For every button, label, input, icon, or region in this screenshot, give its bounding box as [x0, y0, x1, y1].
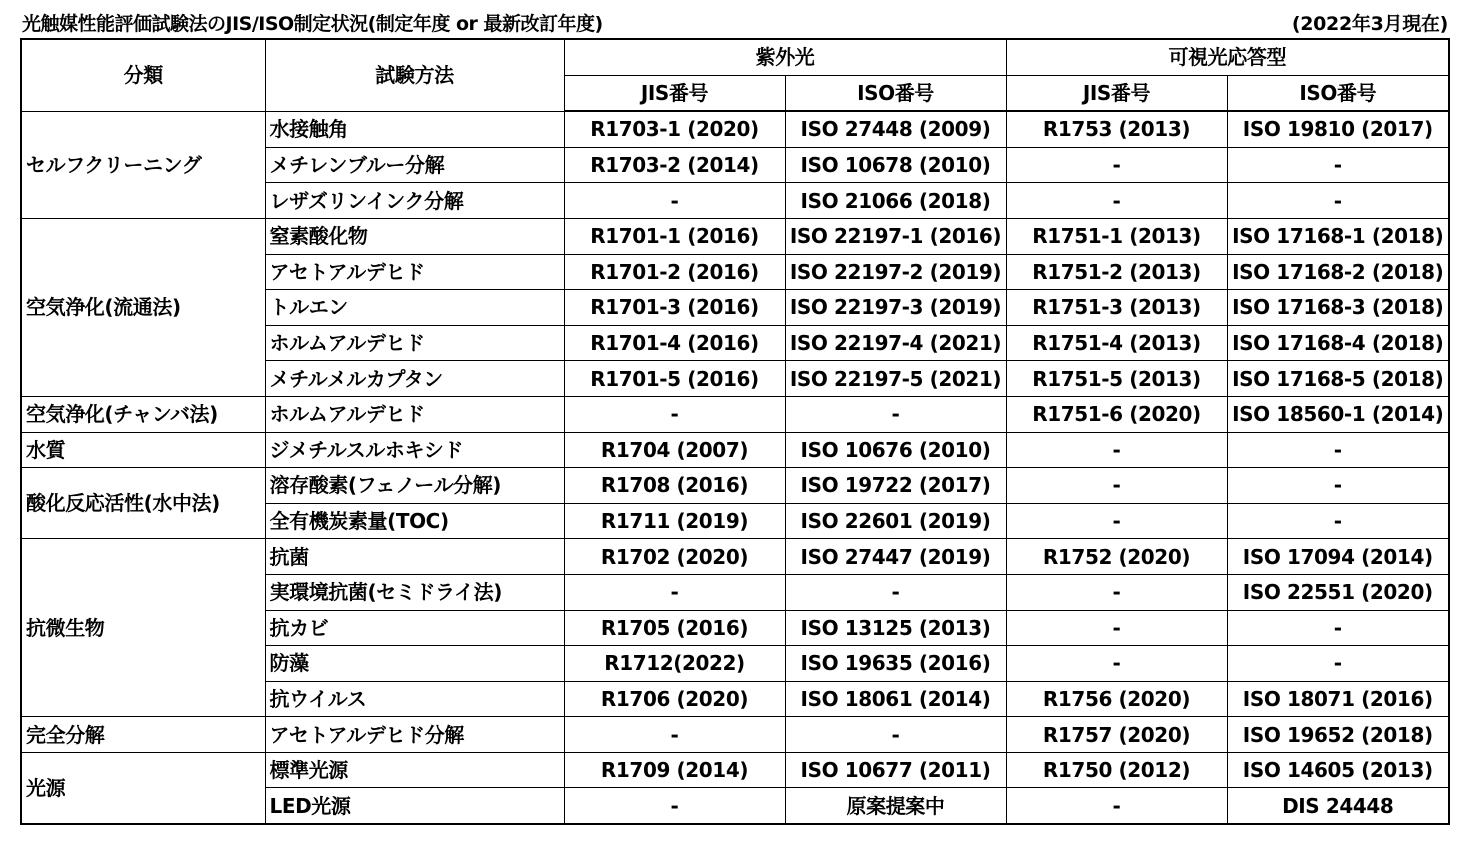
vis-iso-cell: ISO 17094 (2014)	[1227, 539, 1449, 575]
header-row-groups	[21, 39, 1449, 75]
method-cell: ホルムアルデヒド	[265, 325, 564, 361]
uv-jis-cell: R1701-5 (2016)	[564, 361, 785, 397]
method-cell: 抗カビ	[265, 610, 564, 646]
vis-iso-cell: DIS 24448	[1227, 788, 1449, 824]
vis-jis-cell: -	[1006, 183, 1227, 219]
vis-iso-cell: ISO 19810 (2017)	[1227, 111, 1449, 147]
uv-iso-cell: ISO 22197-3 (2019)	[785, 290, 1006, 326]
uv-jis-cell: -	[564, 183, 785, 219]
vis-iso-cell: ISO 17168-2 (2018)	[1227, 254, 1449, 290]
uv-iso-cell: -	[785, 574, 1006, 610]
vis-jis-cell: R1750 (2012)	[1006, 752, 1227, 788]
header-uv-jis: JIS番号	[564, 75, 785, 111]
category-cell: セルフクリーニング	[21, 111, 265, 218]
vis-jis-cell: R1757 (2020)	[1006, 717, 1227, 753]
table-row	[21, 396, 1449, 432]
vis-jis-cell: R1751-4 (2013)	[1006, 325, 1227, 361]
uv-jis-cell: R1705 (2016)	[564, 610, 785, 646]
uv-jis-cell: R1711 (2019)	[564, 503, 785, 539]
category-cell: 完全分解	[21, 717, 265, 753]
uv-iso-cell: ISO 21066 (2018)	[785, 183, 1006, 219]
method-cell: メチレンブルー分解	[265, 147, 564, 183]
uv-jis-cell: R1701-1 (2016)	[564, 218, 785, 254]
uv-iso-cell: ISO 19722 (2017)	[785, 468, 1006, 504]
method-cell: 溶存酸素(フェノール分解)	[265, 468, 564, 504]
vis-jis-cell: -	[1006, 610, 1227, 646]
header-uv-group: 紫外光	[564, 39, 1006, 75]
table-row	[21, 218, 1449, 254]
vis-jis-cell: R1751-1 (2013)	[1006, 218, 1227, 254]
vis-iso-cell: ISO 17168-5 (2018)	[1227, 361, 1449, 397]
uv-jis-cell: R1703-1 (2020)	[564, 111, 785, 147]
uv-iso-cell: ISO 27448 (2009)	[785, 111, 1006, 147]
uv-jis-cell: R1701-4 (2016)	[564, 325, 785, 361]
method-cell: LED光源	[265, 788, 564, 824]
table-row	[21, 539, 1449, 575]
header-vis-jis: JIS番号	[1006, 75, 1227, 111]
uv-jis-cell: R1703-2 (2014)	[564, 147, 785, 183]
method-cell: アセトアルデヒド	[265, 254, 564, 290]
method-cell: 抗ウイルス	[265, 681, 564, 717]
method-cell: レザズリンインク分解	[265, 183, 564, 219]
uv-iso-cell: 原案提案中	[785, 788, 1006, 824]
uv-iso-cell: ISO 22601 (2019)	[785, 503, 1006, 539]
header-vis-iso: ISO番号	[1227, 75, 1449, 111]
uv-iso-cell: -	[785, 396, 1006, 432]
method-cell: 窒素酸化物	[265, 218, 564, 254]
vis-jis-cell: -	[1006, 646, 1227, 682]
method-cell: 標準光源	[265, 752, 564, 788]
method-cell: 実環境抗菌(セミドライ法)	[265, 574, 564, 610]
vis-iso-cell: ISO 17168-1 (2018)	[1227, 218, 1449, 254]
uv-iso-cell: ISO 10677 (2011)	[785, 752, 1006, 788]
method-cell: ジメチルスルホキシド	[265, 432, 564, 468]
uv-iso-cell: ISO 22197-2 (2019)	[785, 254, 1006, 290]
vis-jis-cell: R1751-3 (2013)	[1006, 290, 1227, 326]
uv-jis-cell: R1701-3 (2016)	[564, 290, 785, 326]
uv-jis-cell: -	[564, 717, 785, 753]
header-method: 試験方法	[265, 39, 564, 111]
as-of-date: (2022年3月現在)	[1291, 13, 1448, 35]
vis-jis-cell: -	[1006, 468, 1227, 504]
table-row	[21, 468, 1449, 504]
vis-jis-cell: -	[1006, 432, 1227, 468]
vis-jis-cell: R1751-6 (2020)	[1006, 396, 1227, 432]
method-cell: トルエン	[265, 290, 564, 326]
vis-iso-cell: ISO 22551 (2020)	[1227, 574, 1449, 610]
table-body	[21, 111, 1449, 824]
table-row	[21, 717, 1449, 753]
category-cell: 空気浄化(流通法)	[21, 218, 265, 396]
category-cell: 抗微生物	[21, 539, 265, 717]
category-cell: 光源	[21, 752, 265, 824]
table-row	[21, 432, 1449, 468]
uv-iso-cell: ISO 19635 (2016)	[785, 646, 1006, 682]
table-row	[21, 111, 1449, 147]
method-cell: ホルムアルデヒド	[265, 396, 564, 432]
uv-iso-cell: ISO 13125 (2013)	[785, 610, 1006, 646]
header-uv-iso: ISO番号	[785, 75, 1006, 111]
uv-jis-cell: -	[564, 396, 785, 432]
uv-iso-cell: -	[785, 717, 1006, 753]
header-category: 分類	[21, 39, 265, 111]
method-cell: アセトアルデヒド分解	[265, 717, 564, 753]
vis-jis-cell: R1751-2 (2013)	[1006, 254, 1227, 290]
category-cell: 酸化反応活性(水中法)	[21, 468, 265, 539]
method-cell: 防藻	[265, 646, 564, 682]
vis-iso-cell: -	[1227, 503, 1449, 539]
uv-iso-cell: ISO 10678 (2010)	[785, 147, 1006, 183]
uv-iso-cell: ISO 22197-5 (2021)	[785, 361, 1006, 397]
uv-iso-cell: ISO 22197-4 (2021)	[785, 325, 1006, 361]
method-cell: 水接触角	[265, 111, 564, 147]
vis-jis-cell: -	[1006, 574, 1227, 610]
uv-jis-cell: -	[564, 574, 785, 610]
vis-jis-cell: R1751-5 (2013)	[1006, 361, 1227, 397]
category-cell: 水質	[21, 432, 265, 468]
vis-jis-cell: R1753 (2013)	[1006, 111, 1227, 147]
vis-iso-cell: ISO 14605 (2013)	[1227, 752, 1449, 788]
vis-iso-cell: ISO 19652 (2018)	[1227, 717, 1449, 753]
category-cell: 空気浄化(チャンバ法)	[21, 396, 265, 432]
vis-iso-cell: -	[1227, 147, 1449, 183]
vis-iso-cell: -	[1227, 468, 1449, 504]
vis-iso-cell: ISO 18560-1 (2014)	[1227, 396, 1449, 432]
uv-jis-cell: R1709 (2014)	[564, 752, 785, 788]
uv-iso-cell: ISO 27447 (2019)	[785, 539, 1006, 575]
vis-iso-cell: ISO 18071 (2016)	[1227, 681, 1449, 717]
uv-iso-cell: ISO 18061 (2014)	[785, 681, 1006, 717]
uv-jis-cell: R1704 (2007)	[564, 432, 785, 468]
vis-jis-cell: -	[1006, 788, 1227, 824]
table-title: 光触媒性能評価試験法のJIS/ISO制定状況(制定年度 or 最新改訂年度)	[22, 13, 603, 35]
uv-jis-cell: R1706 (2020)	[564, 681, 785, 717]
vis-iso-cell: -	[1227, 183, 1449, 219]
table-row	[21, 752, 1449, 788]
header-visible-group: 可視光応答型	[1006, 39, 1449, 75]
uv-jis-cell: R1701-2 (2016)	[564, 254, 785, 290]
vis-jis-cell: -	[1006, 503, 1227, 539]
uv-jis-cell: R1712(2022)	[564, 646, 785, 682]
method-cell: メチルメルカプタン	[265, 361, 564, 397]
uv-iso-cell: ISO 10676 (2010)	[785, 432, 1006, 468]
vis-iso-cell: -	[1227, 646, 1449, 682]
vis-jis-cell: R1756 (2020)	[1006, 681, 1227, 717]
vis-iso-cell: ISO 17168-4 (2018)	[1227, 325, 1449, 361]
uv-iso-cell: ISO 22197-1 (2016)	[785, 218, 1006, 254]
uv-jis-cell: R1702 (2020)	[564, 539, 785, 575]
vis-jis-cell: R1752 (2020)	[1006, 539, 1227, 575]
method-cell: 全有機炭素量(TOC)	[265, 503, 564, 539]
vis-iso-cell: -	[1227, 610, 1449, 646]
vis-iso-cell: -	[1227, 432, 1449, 468]
uv-jis-cell: R1708 (2016)	[564, 468, 785, 504]
vis-iso-cell: ISO 17168-3 (2018)	[1227, 290, 1449, 326]
caption-bar	[22, 4, 1448, 38]
standards-table	[20, 38, 1450, 825]
uv-jis-cell: -	[564, 788, 785, 824]
table-header	[21, 39, 1449, 111]
vis-jis-cell: -	[1006, 147, 1227, 183]
method-cell: 抗菌	[265, 539, 564, 575]
